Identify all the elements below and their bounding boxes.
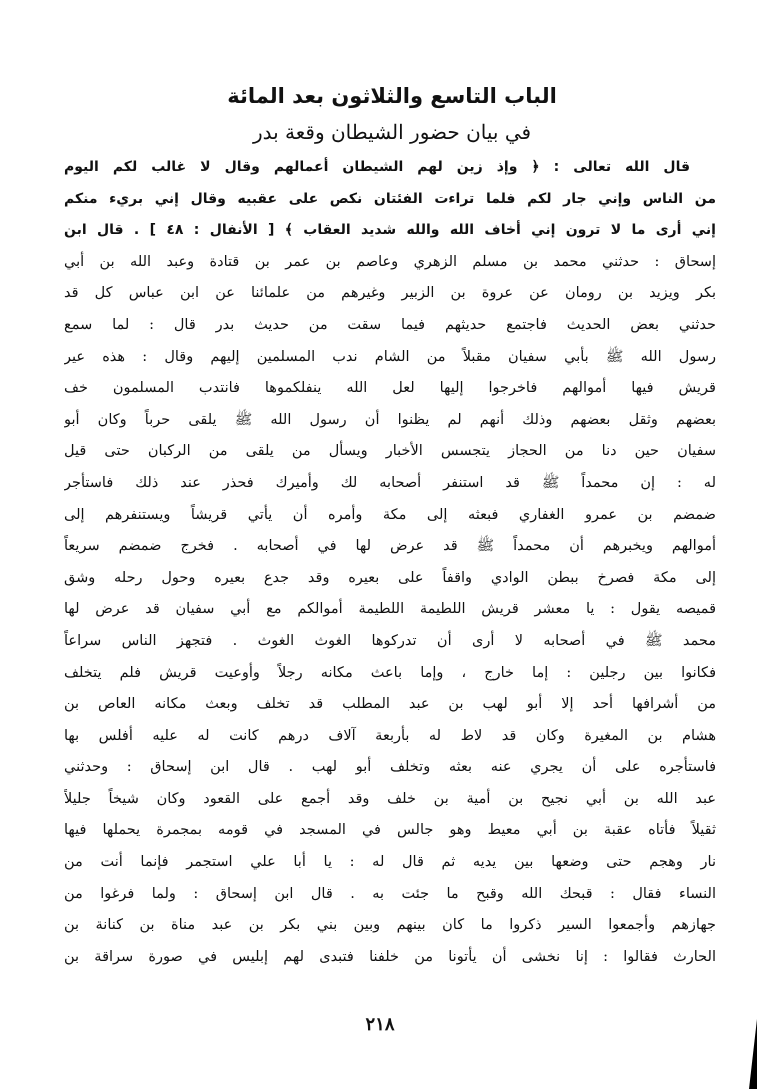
text-line: من أشرافها أحد إلا أبو لهب بن عبد المطلب قد تخلف وبعث مكانه العاص بن (64, 696, 716, 713)
text-line: قريش فيها أموالهم فاخرجوا إليها لعل الله ينفلكموها فانتدب المسلمون خف (64, 380, 716, 397)
text-line: بعضهم وثقل بعضهم وذلك أنهم لم يظنوا أن رسول الله ﷺ يلقى حرباً وكان أبو (64, 411, 716, 428)
text-line: هشام بن المغيرة وكان قد لاط له بأربعة آلاف درهم كانت له عليه أفلس بها (64, 727, 716, 744)
text-line: إني أرى ما لا ترون إني أخاف الله والله شديد العقاب ﴾ [ الأنفال : ٤٨ ] . قال ابن (64, 222, 716, 239)
text-line: عبد الله بن أبي نجيح بن أمية بن خلف وقد أجمع على القعود وكان شيخاً جليلاً (64, 790, 716, 807)
text-line: محمد ﷺ في أصحابه لا أرى أن تدركوها الغوث الغوث . فتجهز الناس سراعاً (64, 632, 716, 649)
page-edge-shadow (741, 1019, 757, 1089)
text-line: فكانوا بين رجلين : إما خارج ، وإما باعث مكانه رجلاً وأوعيت قريش فلم يتخلف (64, 664, 716, 681)
text-line: أموالهم ويخبرهم أن محمداً ﷺ قد عرض لها في أصحابه . فخرج ضمضم سريعاً (64, 538, 716, 555)
text-line: بكر ويزيد بن رومان عن عروة بن الزبير وغيرهم من علمائنا عن ابن عباس كل قد (64, 285, 716, 302)
text-line: قميصه يقول : يا معشر قريش اللطيمة اللطيمة أموالكم مع أبي سفيان قد عرض لها (64, 601, 716, 618)
body-text (64, 152, 716, 973)
page-number: ٢١٨ (365, 1014, 395, 1035)
text-line: الحارث فقالوا : إنا نخشى أن يأتونا من خلفنا فتبدى لهم إبليس في صورة سراقة بن (64, 948, 716, 965)
chapter-title: الباب التاسع والثلاثون بعد المائة (227, 84, 557, 108)
text-line: ثقيلاً فأتاه عقبة بن أبي معيط وهو جالس في المسجد في قومه بمجمرة يحملها فيها (64, 822, 716, 839)
text-line: له : إن محمداً ﷺ قد استنفر أصحابه لك وأميرك فحذر عند ذلك فاستأجر (64, 474, 716, 491)
text-line: إلى مكة فصرخ ببطن الوادي واقفاً على بعيره وقد جدع بعيره وحول رحله وشق (64, 569, 716, 586)
text-line: نار وهجم حتى وضعها بين يديه ثم قال له : يا أبا علي استجمر فإنما أنت من (64, 854, 716, 871)
text-line: قال الله تعالى : ﴿ وإذ زين لهم الشيطان أعمالهم وقال لا غالب لكم اليوم (64, 159, 690, 175)
text-line: جهازهم وأجمعوا السير ذكروا ما كان بينهم وبين بني بكر بن عبد مناة بن كنانة بن (64, 917, 716, 934)
text-line: النساء فقال : قبحك الله وقبح ما جئت به . قال ابن إسحاق : ولما فرغوا من (64, 885, 716, 902)
text-line: رسول الله ﷺ بأبي سفيان مقبلاً من الشام ندب المسلمين إليهم وقال : هذه عير (64, 348, 716, 365)
text-line: ضمضم بن عمرو الغفاري فبعثه إلى مكة وأمره أن يأتي قريشاً ويستنفرهم إلى (64, 506, 716, 523)
text-line: إسحاق : حدثني محمد بن مسلم الزهري وعاصم بن عمر بن قتادة وعبد الله بن أبي (64, 253, 716, 270)
text-line: حدثني بعض الحديث فاجتمع حديثهم فيما سقت من حديث بدر قال : لما سمع (64, 316, 716, 333)
chapter-subtitle: في بيان حضور الشيطان وقعة بدر (252, 120, 532, 144)
text-line: من الناس وإني جار لكم فلما تراءت الفئتان نكص على عقبيه وقال إني بريء منكم (64, 190, 716, 207)
text-line: سفيان حين دنا من الحجاز يتجسس الأخبار ويسأل من يلقى من الركبان حتى قيل (64, 443, 716, 460)
text-line: فاستأجره على أن يجري عنه بعثه وتخلف أبو لهب . قال ابن إسحاق : وحدثني (64, 759, 716, 776)
